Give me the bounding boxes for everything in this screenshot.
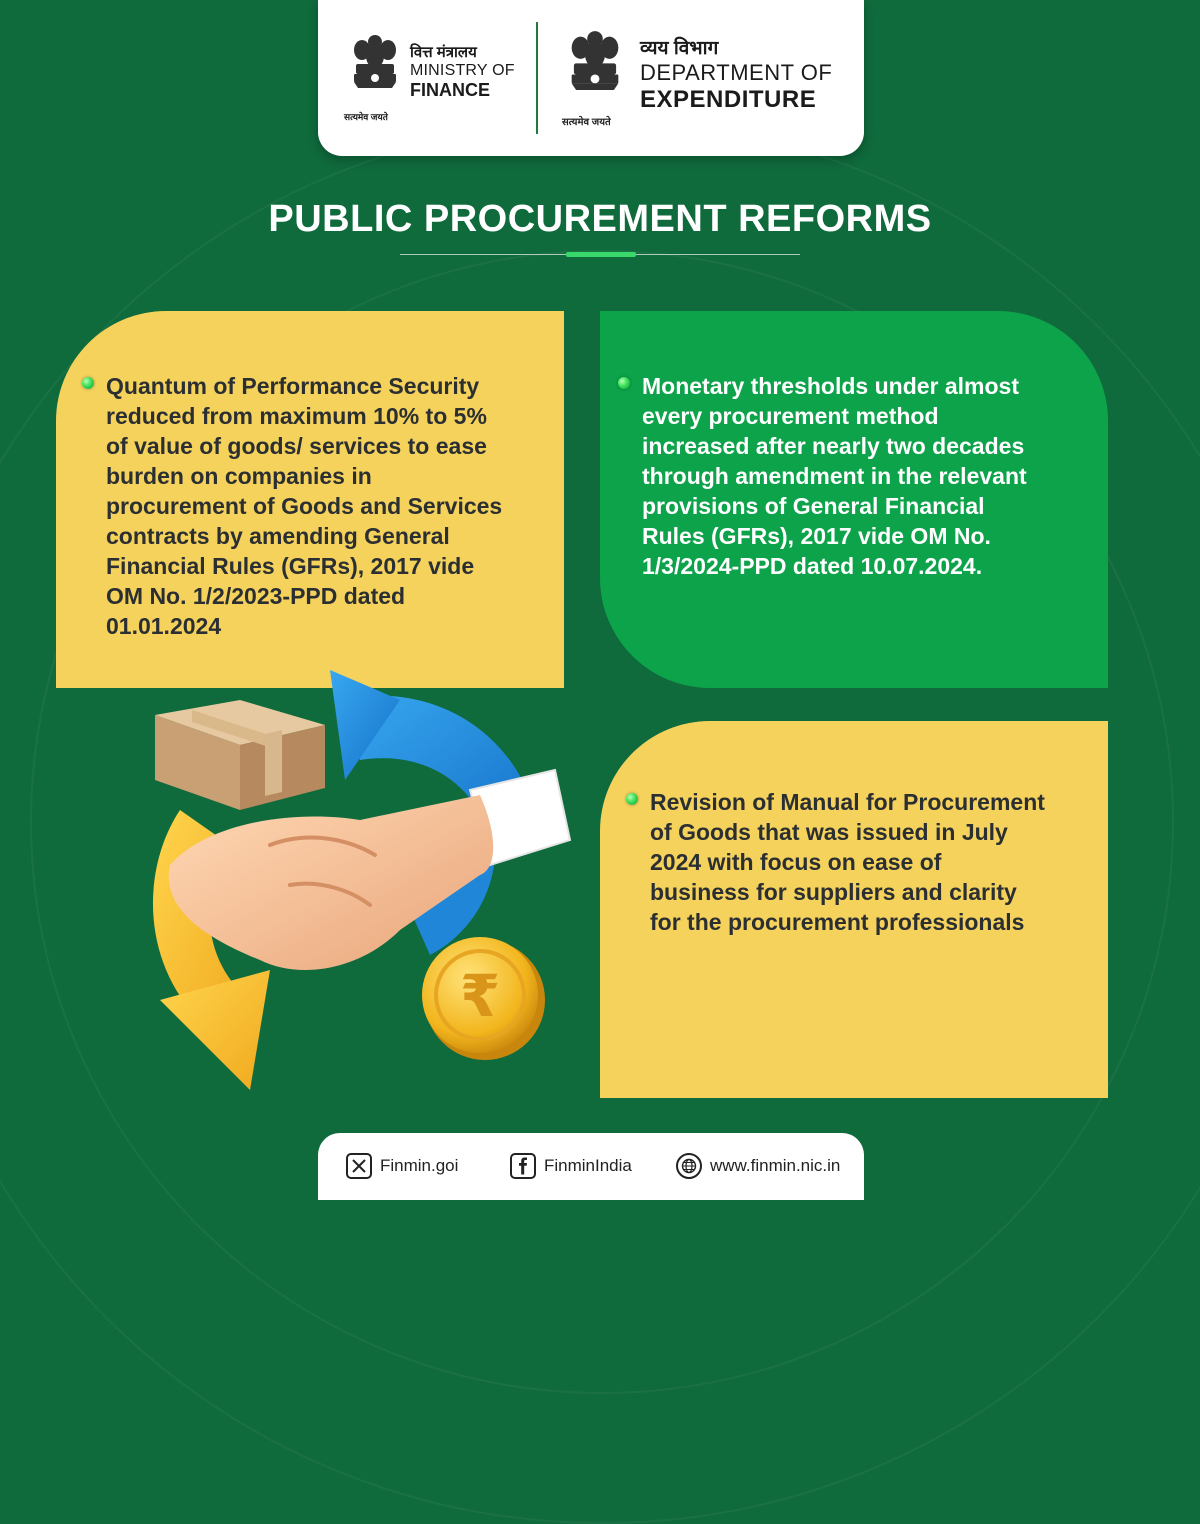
reform-card-2 xyxy=(600,311,1108,688)
header-divider xyxy=(536,22,538,134)
footer-website: www.finmin.nic.in xyxy=(710,1156,841,1175)
reform-card-3-text: Revision of Manual for Procurement of Goods that was issued in July 2024 with focus on ease of business for suppliers and clarity for the procurement professionals xyxy=(650,789,1045,935)
department-motto: सत्यमेव जयते xyxy=(562,117,611,128)
reform-card-3 xyxy=(600,721,1108,1098)
footer-x-link[interactable] xyxy=(346,1153,458,1179)
rupee-symbol: ₹ xyxy=(459,962,501,1030)
ministry-name xyxy=(410,44,515,100)
globe-icon xyxy=(676,1153,702,1179)
department-name-line2: EXPENDITURE xyxy=(640,86,817,113)
x-icon xyxy=(346,1153,372,1179)
ministry-name-hindi: वित्त मंत्रालय xyxy=(410,44,477,61)
bullet-icon xyxy=(626,793,638,805)
rupee-coin-icon xyxy=(422,937,545,1060)
footer-website-link[interactable] xyxy=(676,1153,840,1179)
reform-card-1-text: Quantum of Performance Security reduced from maximum 10% to 5% of value of goods/ services to ease burden on companies in procurement of Goods and Services contracts by amending General Financial Rules (GFRs), 2017 vide OM No. 1/2/2023-PPD dated 01.01.2024 xyxy=(106,373,503,639)
page-title: PUBLIC PROCUREMENT REFORMS xyxy=(268,198,932,240)
ministry-motto: सत्यमेव जयते xyxy=(344,112,388,122)
footer-bar xyxy=(318,1133,864,1200)
title-underline-accent xyxy=(566,252,636,257)
facebook-icon xyxy=(510,1153,536,1179)
handshake-illustration xyxy=(100,670,600,1110)
ministry-name-line1: MINISTRY OF xyxy=(410,62,515,79)
footer-x-handle: Finmin.goi xyxy=(380,1156,459,1175)
department-name xyxy=(640,38,832,114)
reform-card-1 xyxy=(56,311,564,688)
bullet-icon xyxy=(618,377,630,389)
national-emblem-icon xyxy=(564,30,626,110)
ministry-name-line2: FINANCE xyxy=(410,80,490,100)
reform-card-2-text: Monetary thresholds under almost every procurement method increased after nearly two decades through amendment in the relevant provisions of General Financial Rules (GFRs), 2017 vide OM No. 1/3/2024-PPD dated 10.07.2024. xyxy=(642,373,1027,579)
package-box-icon xyxy=(155,700,325,810)
national-emblem-icon xyxy=(348,34,402,106)
footer-facebook-handle: FinminIndia xyxy=(544,1156,632,1175)
bullet-icon xyxy=(82,377,94,389)
footer-facebook-link[interactable] xyxy=(510,1153,632,1179)
header-card xyxy=(318,0,864,156)
department-name-hindi: व्यय विभाग xyxy=(640,38,719,59)
department-name-line1: DEPARTMENT OF xyxy=(640,60,833,85)
